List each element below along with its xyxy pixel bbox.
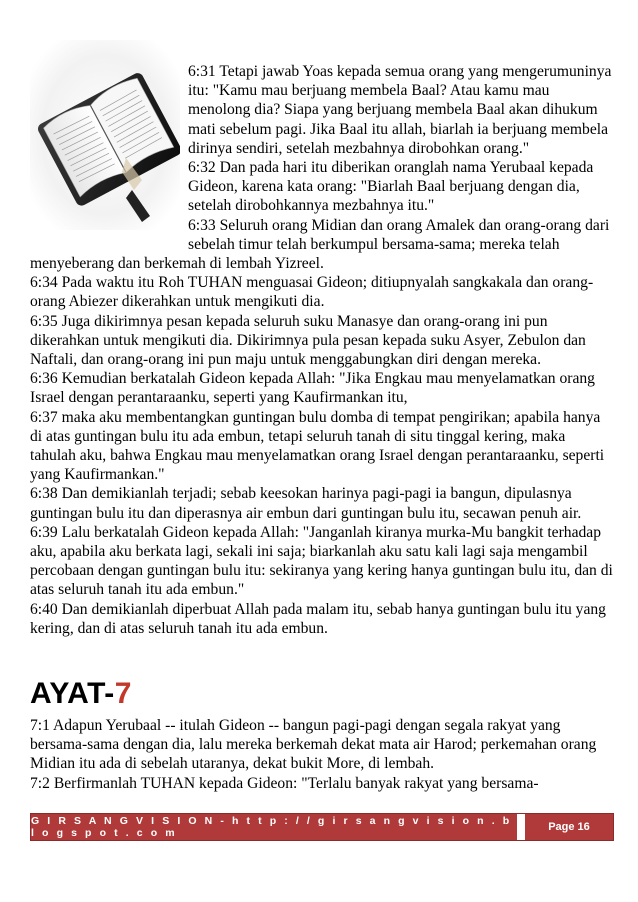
verse-6-36: 6:36 Kemudian berkatalah Gideon kepada Allah: "Jika Engkau mau menyelamatkan orang Israel dengan perantaraanku, seperti yang Kaufirmankan itu, xyxy=(30,370,595,407)
verse-6-31: 6:31 Tetapi jawab Yoas kepada semua orang yang mengerumuninya itu: "Kamu mau berjuang membela Baal? Atau kamu mau menolong dia? Siapa yang berjuang membela Baal akan dihukum mati sebelum pagi. Jika Baal itu allah, biarlah ia berjuang membela dirinya sendiri, setelah mezbahnya dirobohkan orang." xyxy=(188,63,612,157)
page-footer xyxy=(30,813,614,841)
heading-number: 7 xyxy=(114,677,132,710)
verse-7-1: 7:1 Adapun Yerubaal -- itulah Gideon -- bangun pagi-pagi dengan segala rakyat yang bersama-sama dengan dia, lalu mereka berkemah dekat mata air Harod; perkemahan orang Midian itu ada di sebelah utaranya, dekat bukit More, di lembah. xyxy=(30,717,597,773)
verse-6-39: 6:39 Lalu berkatalah Gideon kepada Allah: "Janganlah kiranya murka-Mu bangkit terhadap aku, apabila aku berkata lagi, sekali ini saja; biarkanlah aku satu kali lagi saja mengambil percobaan dengan guntingan bulu itu: sekiranya yang kering hanya guntingan bulu itu, dan di atas seluruh tanah itu ada embun." xyxy=(30,523,613,599)
chapter-6-text xyxy=(30,62,614,638)
verse-6-33: 6:33 Seluruh orang Midian dan orang Amalek dan orang-orang dari sebelah timur telah berkumpul bersama-sama; mereka telah menyeberang dan berkemah di lembah Yizreel. xyxy=(30,216,610,273)
footer-divider xyxy=(517,814,525,840)
heading-word: AYAT- xyxy=(30,677,115,710)
footer-site-link[interactable]: G I R S A N G V I S I O N - h t t p : / / g i r s a n g v i s i o n . b l o g s p o t . c o m xyxy=(31,814,517,840)
footer-page-number: Page 16 xyxy=(525,814,613,840)
verse-6-32: 6:32 Dan pada hari itu diberikan oranglah nama Yerubaal kepada Gideon, karena kata orang: "Biarlah Baal berjuang dengan dia, setelah dirobohkannya mezbahnya itu." xyxy=(188,159,594,215)
chapter-7-text xyxy=(30,716,614,793)
verse-6-37: 6:37 maka aku membentangkan guntingan bulu domba di tempat pengirikan; apabila hanya di atas guntingan bulu itu ada embun, tetapi seluruh tanah di situ tinggal kering, maka tahulah aku, bahwa Engkau mau menyelamatkan orang Israel dengan perantaraanku, seperti yang Kaufirmankan." xyxy=(30,408,605,484)
section-heading xyxy=(30,676,132,712)
verse-6-40: 6:40 Dan demikianlah diperbuat Allah pada malam itu, sebab hanya guntingan bulu itu yang kering, dan di atas seluruh tanah itu ada embun. xyxy=(30,600,606,637)
verse-7-2: 7:2 Berfirmanlah TUHAN kepada Gideon: "Terlalu banyak rakyat yang bersama- xyxy=(30,774,539,792)
verse-6-34: 6:34 Pada waktu itu Roh TUHAN menguasai Gideon; ditiupnyalah sangkakala dan orang-orang Abiezer dikerahkan untuk mengikuti dia. xyxy=(30,274,594,311)
image-float-spacer xyxy=(30,62,188,246)
verse-6-35: 6:35 Juga dikirimnya pesan kepada seluruh suku Manasye dan orang-orang ini pun dikerahkan untuk mengikuti dia. Dikirimnya pula pesan kepada suku Asyer, Zebulon dan Naftali, dan orang-orang ini pun maju untuk menggabungkan diri dengan mereka. xyxy=(30,312,586,369)
verse-6-38: 6:38 Dan demikianlah terjadi; sebab keesokan harinya pagi-pagi ia bangun, dipulasnya guntingan bulu itu dan diperasnya air embun dari guntingan bulu itu, secawan penuh air. xyxy=(30,485,582,522)
